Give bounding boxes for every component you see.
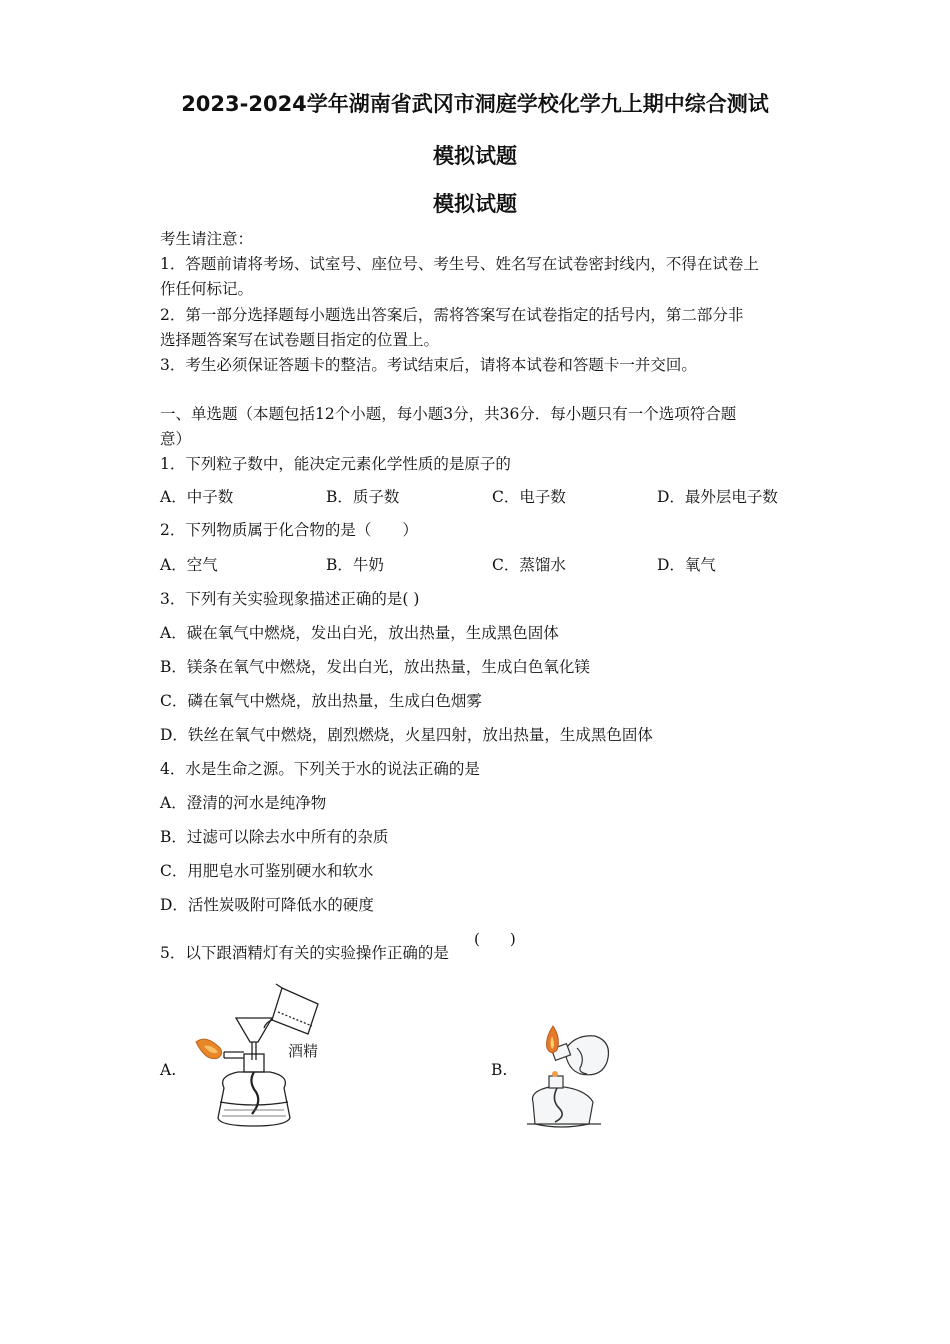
question-5-option-a: A. [160,1061,177,1079]
notice-item3: 3．考生必须保证答题卡的整洁。考试结束后，请将本试卷和答题卡一并交回。 [160,356,697,374]
document-subtitle: 模拟试题 [433,192,517,216]
question-4-option-d: D．活性炭吸附可降低水的硬度 [160,896,374,914]
question-4-option-b: B．过滤可以除去水中所有的杂质 [160,828,389,846]
notice-item1-line2: 作任何标记。 [160,280,254,298]
question-1-option-d: D．最外层电子数 [657,488,778,506]
question-5-answer-paren: ( ) [474,930,516,948]
question-3-option-d: D．铁丝在氧气中燃烧，剧烈燃烧，火星四射，放出热量，生成黑色固体 [160,726,653,744]
question-2-option-a: A．空气 [160,556,218,574]
question-3-option-a: A．碳在氧气中燃烧，发出白光，放出热量，生成黑色固体 [160,624,559,642]
question-1-option-b: B．质子数 [326,488,400,506]
question-4-option-a: A．澄清的河水是纯净物 [160,794,327,812]
figure-b-lamp-lighting-lamp [515,1020,620,1130]
question-1-option-c: C．电子数 [492,488,566,506]
question-5-option-b: B. [491,1061,508,1079]
notice-item2-line1: 2．第一部分选择题每小题选出答案后，需将答案写在试卷指定的括号内，第二部分非 [160,306,744,324]
question-2-option-b: B．牛奶 [326,556,384,574]
question-2-stem: 2．下列物质属于化合物的是（ ） [160,521,418,539]
notice-item2-line2: 选择题答案写在试卷题目指定的位置上。 [160,331,440,349]
question-3-option-c: C．磷在氧气中燃烧，放出热量，生成白色烟雾 [160,692,482,710]
notice-item1-line1: 1．答题前请将考场、试室号、座位号、考生号、姓名写在试卷密封线内，不得在试卷上 [160,255,759,273]
question-2-option-d: D．氧气 [657,556,716,574]
document-title-line1: 2023-2024学年湖南省武冈市洞庭学校化学九上期中综合测试 [181,92,769,116]
section-heading-line2: 意） [160,430,192,448]
question-4-stem: 4．水是生命之源。下列关于水的说法正确的是 [160,760,480,778]
question-2-option-c: C．蒸馏水 [492,556,566,574]
figure-a-label: 酒精 [288,1042,319,1060]
section-heading-line1: 一、单选题（本题包括12个小题，每小题3分，共36分．每小题只有一个选项符合题 [160,405,737,423]
question-3-option-b: B．镁条在氧气中燃烧，发出白光，放出热量，生成白色氧化镁 [160,658,590,676]
question-1-option-a: A．中子数 [160,488,234,506]
figure-a-alcohol-lamp-funnel [190,982,340,1132]
question-4-option-c: C．用肥皂水可鉴别硬水和软水 [160,862,374,880]
question-3-stem: 3．下列有关实验现象描述正确的是( ) [160,590,420,608]
question-5-stem: 5．以下跟酒精灯有关的实验操作正确的是 [160,944,449,962]
notice-heading: 考生请注意： [160,230,254,248]
document-title-line2: 模拟试题 [433,144,517,168]
question-1-stem: 1．下列粒子数中，能决定元素化学性质的是原子的 [160,455,511,473]
